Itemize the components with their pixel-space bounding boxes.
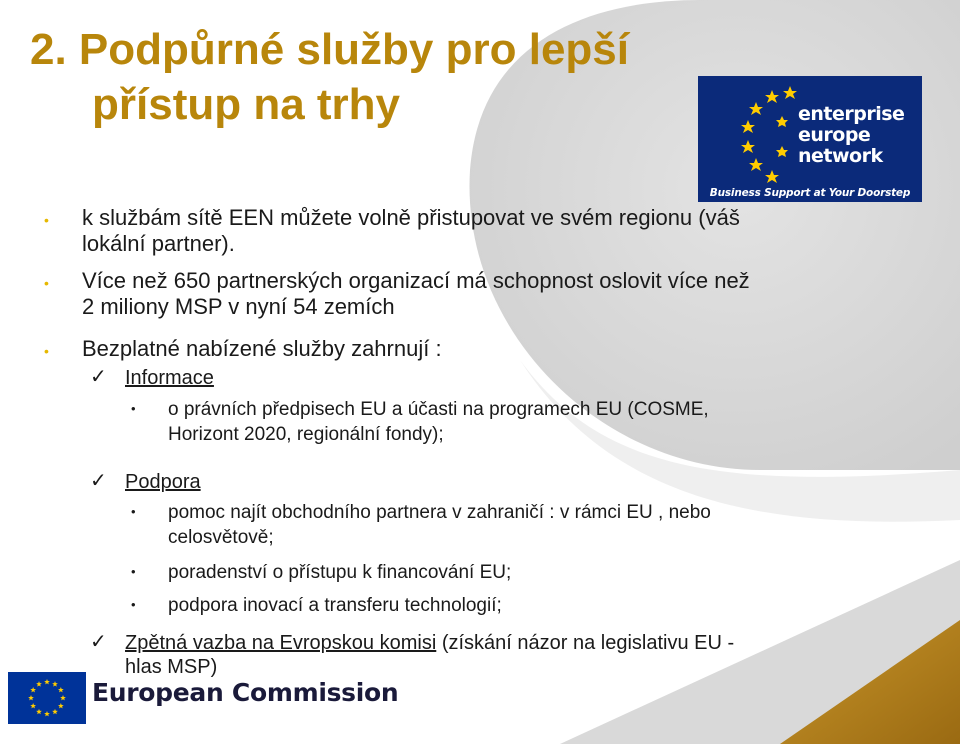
bullet-1-line-2: lokální partner). <box>82 231 235 256</box>
bullet-marker: • <box>44 275 49 291</box>
check-zpetna-vazba <box>125 631 734 655</box>
sub-bullet-marker: • <box>131 401 136 416</box>
sub-bullet-marker: • <box>131 597 136 612</box>
een-word-1: enterprise <box>798 103 905 125</box>
eu-star-icon <box>36 709 42 714</box>
informace-sub-line-2: Horizont 2020, regionální fondy); <box>168 424 444 445</box>
checkmark-icon: ✓ <box>90 631 107 653</box>
podpora-sub-1-line-1: pomoc najít obchodního partnera v zahraničí : v rámci EU , nebo <box>168 502 711 523</box>
eu-star-icon <box>30 687 36 692</box>
een-word-2: europe <box>798 124 871 146</box>
eu-star-icon <box>44 711 50 716</box>
zpetna-vazba-link[interactable]: Zpětná vazba na Evropskou komisi <box>125 632 437 654</box>
zpetna-vazba-rest: (získání názor na legislativu EU - <box>436 632 735 654</box>
eu-star-icon <box>28 695 34 700</box>
zpetna-vazba-line-2: hlas MSP) <box>125 656 218 678</box>
een-word-3: network <box>798 145 883 167</box>
bullet-2-line-1: Více než 650 partnerských organizací má schopnost oslovit více než <box>82 268 750 293</box>
podpora-sub-2: poradenství o přístupu k financování EU; <box>168 562 512 583</box>
title-line-1: 2. Podpůrné služby pro lepší <box>30 25 629 74</box>
bullet-1-line-1: k službám sítě EEN můžete volně přistupovat ve svém regionu (váš <box>82 205 740 230</box>
title-line-2: přístup na trhy <box>92 80 401 129</box>
eu-flag-icon <box>8 672 86 724</box>
eu-star-icon <box>52 681 58 686</box>
european-commission-logo: European Commission <box>92 678 399 707</box>
podpora-sub-3: podpora inovací a transferu technologií; <box>168 595 502 616</box>
eu-star-icon <box>60 695 66 700</box>
een-tagline: Business Support at Your Doorstep <box>709 187 911 199</box>
bullet-2-line-2: 2 miliony MSP v nyní 54 zemích <box>82 294 395 319</box>
informace-sub-line-1: o právních předpisech EU a účasti na programech EU (COSME, <box>168 399 709 420</box>
podpora-sub-1-line-2: celosvětově; <box>168 527 274 548</box>
eu-star-icon <box>58 687 64 692</box>
checkmark-icon: ✓ <box>90 470 107 492</box>
check-podpora: Podpora <box>125 471 201 493</box>
eu-star-icon <box>36 681 42 686</box>
checkmark-icon: ✓ <box>90 366 107 388</box>
bullet-marker: • <box>44 212 49 228</box>
bullet-marker: • <box>44 343 49 359</box>
check-informace: Informace <box>125 367 214 389</box>
sub-bullet-marker: • <box>131 564 136 579</box>
bullet-3: Bezplatné nabízené služby zahrnují : <box>82 336 442 361</box>
eu-star-icon <box>30 703 36 708</box>
eu-star-icon <box>58 703 64 708</box>
sub-bullet-marker: • <box>131 504 136 519</box>
eu-star-icon <box>52 709 58 714</box>
eu-star-icon <box>44 679 50 684</box>
